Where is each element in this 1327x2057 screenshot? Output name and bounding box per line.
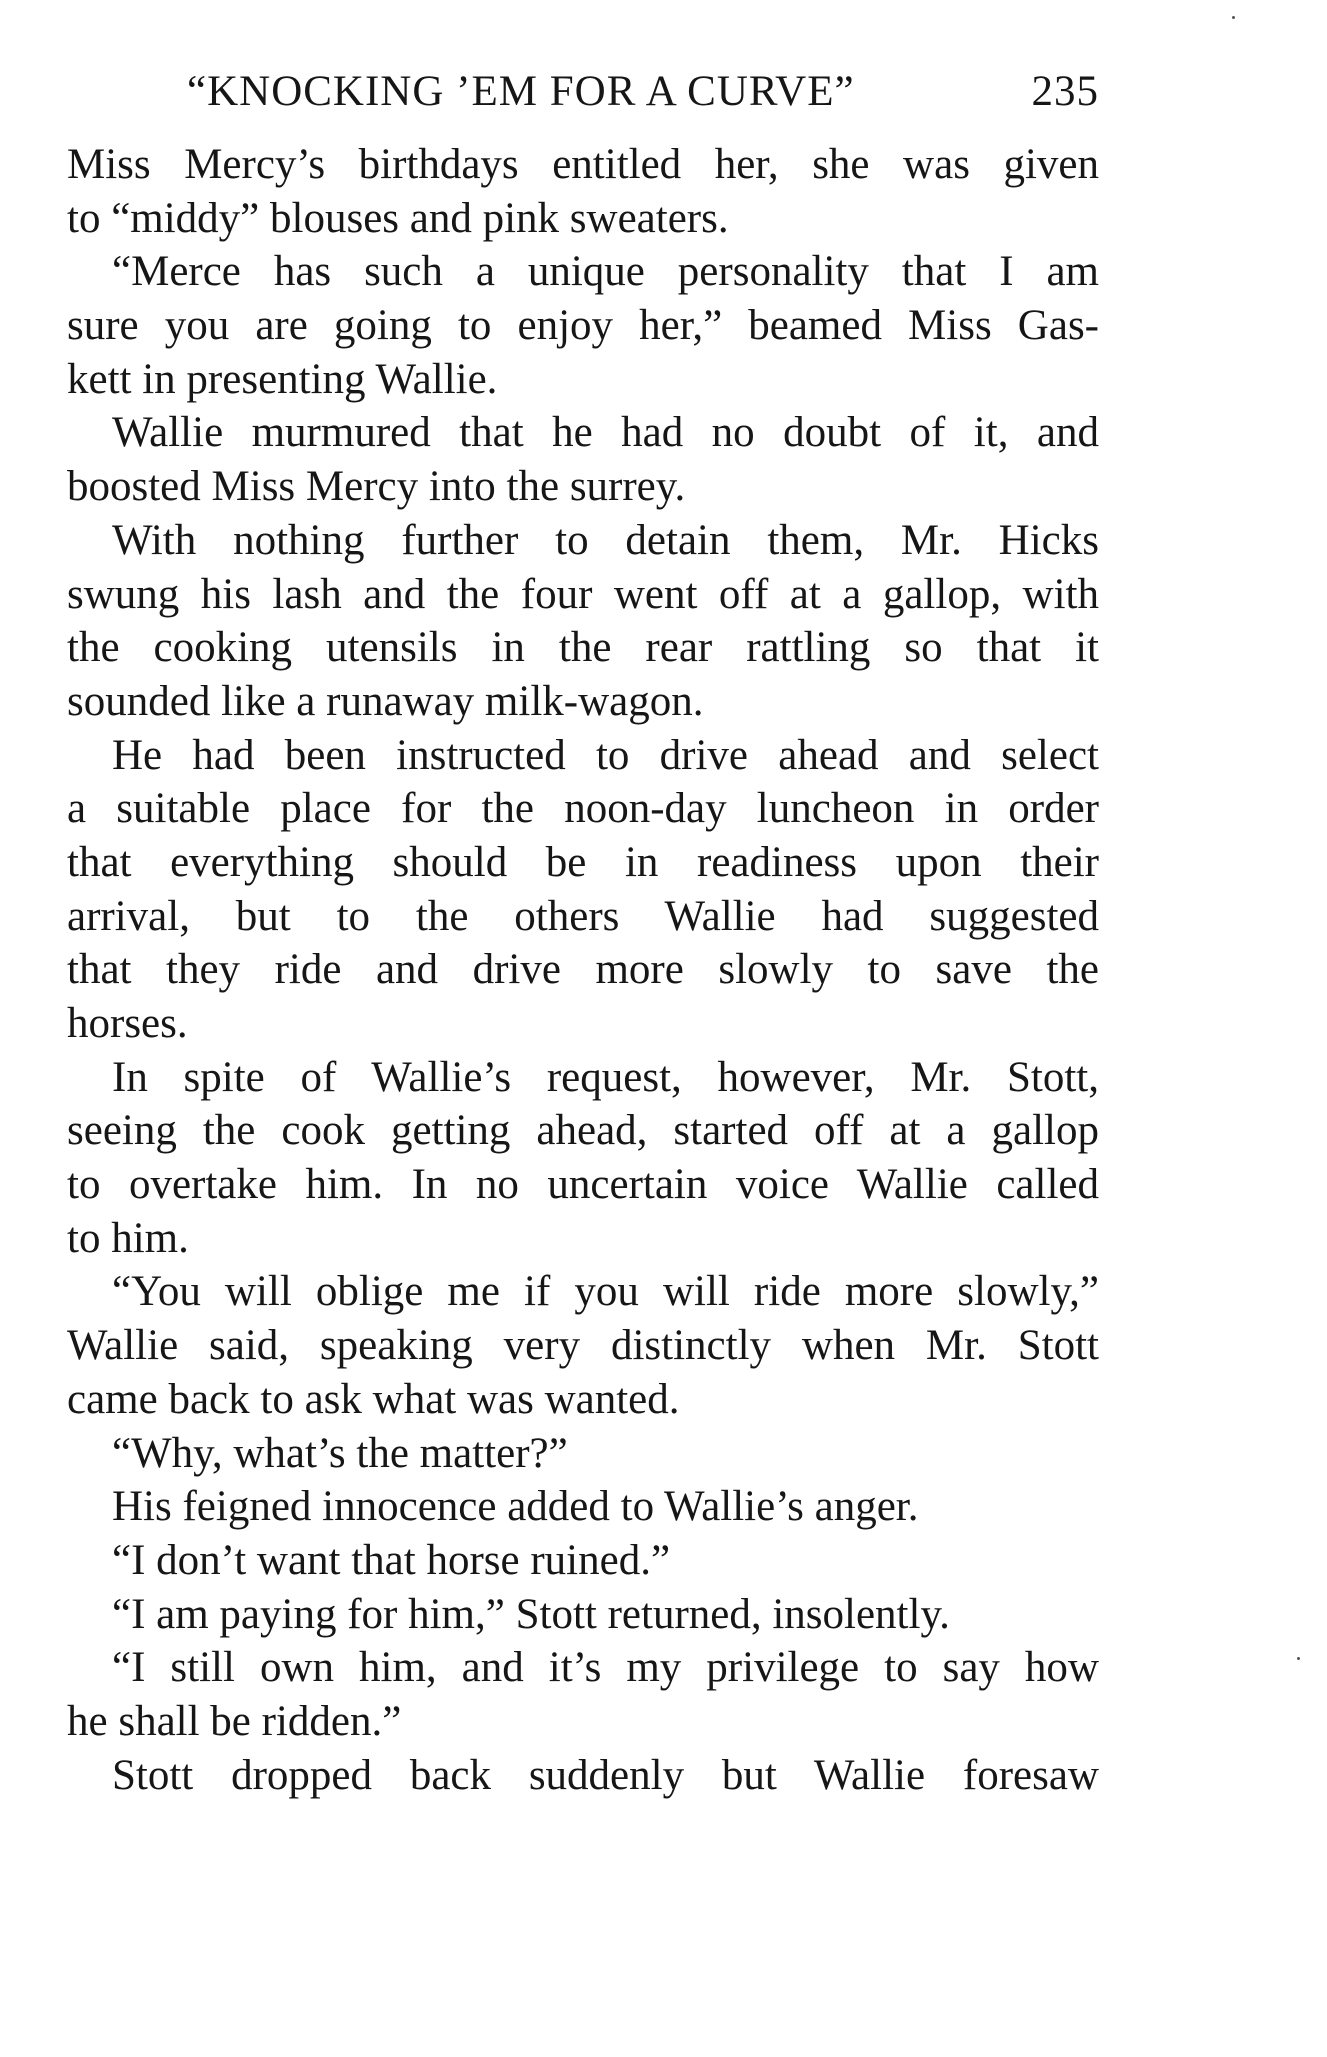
- text-line: came back to ask what was wanted.: [67, 1375, 680, 1423]
- text-line: “Why, what’s the matter?”: [112, 1429, 568, 1477]
- text-line: arrival, but to the others Wallie had suggested: [67, 892, 1099, 940]
- running-title: “KNOCKING ’EM FOR A CURVE”: [187, 68, 855, 115]
- text-line: to him.: [67, 1214, 189, 1262]
- text-line: “I still own him, and it’s my privilege to say how: [112, 1644, 1099, 1692]
- text-line: Stott dropped back suddenly but Wallie foresaw: [112, 1751, 1099, 1799]
- text-line: He had been instructed to drive ahead and select: [112, 731, 1099, 779]
- text-line: With nothing further to detain them, Mr. Hicks: [112, 516, 1099, 564]
- scan-speck: [1297, 1657, 1300, 1660]
- text-line: seeing the cook getting ahead, started off at a gallop: [67, 1107, 1099, 1155]
- running-head: [67, 62, 1099, 122]
- text-line: to “middy” blouses and pink sweaters.: [67, 194, 729, 242]
- text-line: that everything should be in readiness upon their: [67, 838, 1099, 886]
- text-line: “I am paying for him,” Stott returned, insolently.: [112, 1590, 950, 1638]
- text-line: kett in presenting Wallie.: [67, 355, 498, 403]
- text-line: he shall be ridden.”: [67, 1697, 402, 1745]
- book-page: [67, 0, 1099, 2057]
- text-line: “I don’t want that horse ruined.”: [112, 1536, 671, 1584]
- text-line: horses.: [67, 1000, 188, 1047]
- page-number: 235: [1031, 68, 1099, 115]
- body-text: [67, 138, 1099, 1802]
- text-line: Wallie murmured that he had no doubt of it, and: [112, 409, 1099, 457]
- text-line: In spite of Wallie’s request, however, Mr. Stott,: [112, 1053, 1099, 1101]
- text-line: “Merce has such a unique personality that I am: [112, 248, 1099, 296]
- text-line: the cooking utensils in the rear rattling so that it: [67, 624, 1099, 672]
- text-line: Wallie said, speaking very distinctly when Mr. Stott: [67, 1322, 1099, 1370]
- text-line: that they ride and drive more slowly to save the: [67, 946, 1099, 994]
- text-line: sounded like a runaway milk-wagon.: [67, 677, 704, 725]
- text-line: His feigned innocence added to Wallie’s anger.: [112, 1483, 919, 1531]
- text-line: boosted Miss Mercy into the surrey.: [67, 463, 686, 511]
- text-line: “You will oblige me if you will ride more slowly,”: [112, 1268, 1099, 1316]
- scan-speck: [1232, 16, 1235, 19]
- text-line: swung his lash and the four went off at a gallop, with: [67, 570, 1099, 618]
- text-line: Miss Mercy’s birthdays entitled her, she was given: [67, 141, 1099, 188]
- text-line: to overtake him. In no uncertain voice Wallie called: [67, 1161, 1099, 1209]
- text-line: sure you are going to enjoy her,” beamed Miss Gas-: [67, 302, 1099, 350]
- text-line: a suitable place for the noon-day luncheon in order: [67, 785, 1099, 833]
